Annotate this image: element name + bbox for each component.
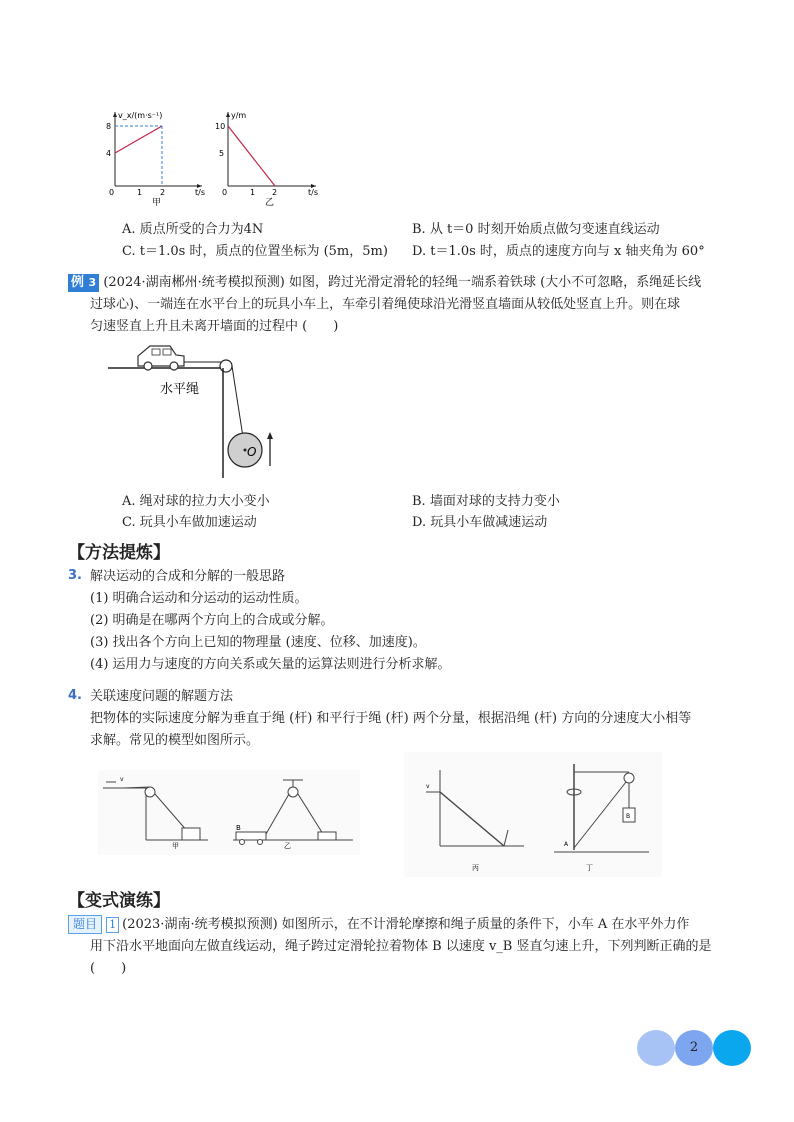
arrow-up-icon bbox=[267, 432, 273, 439]
item-4-text-2: 求解。常见的模型如图所示。 bbox=[90, 733, 260, 748]
question-text: (2023·湖南·统考模拟预测) 如图所示，在不计滑轮摩擦和绳子质量的条件下，小车 A 在水平外力作 bbox=[122, 917, 690, 932]
svg-text:5: 5 bbox=[219, 149, 225, 158]
practice-heading: 【变式演练】 bbox=[68, 891, 170, 911]
option-d[interactable]: D. t＝1.0s 时，质点的速度方向与 x 轴夹角为 60° bbox=[412, 244, 705, 259]
page-number: 2 bbox=[689, 1040, 699, 1055]
question-tag: 题目 bbox=[68, 915, 102, 934]
example-3-text-2: 过球心)、一端连在水平台上的玩具小车上，车牵引着绳使球沿光滑竖直墙面从较低处竖直上升。则在球 bbox=[90, 297, 681, 312]
svg-text:y/m: y/m bbox=[231, 111, 247, 120]
step: (2) 明确是在哪两个方向上的合成或分解。 bbox=[90, 613, 334, 628]
practice-question-1 bbox=[68, 914, 738, 980]
svg-text:B: B bbox=[626, 813, 631, 820]
method-heading: 【方法提炼】 bbox=[68, 543, 170, 563]
caption: 甲 bbox=[152, 198, 162, 208]
graph-line bbox=[115, 126, 162, 153]
svg-text:丙: 丙 bbox=[472, 864, 479, 872]
item-3-number: 3. bbox=[68, 568, 82, 583]
question-text-2: 用下沿水平地面向左做直线运动，绳子跨过定滑轮拉着物体 B 以速度 v_B 竖直匀速上升，下列判断正确的是 bbox=[90, 939, 712, 954]
svg-text:8: 8 bbox=[106, 122, 112, 131]
option-b[interactable]: B. 从 t＝0 时刻开始质点做匀变速直线运动 bbox=[412, 222, 660, 237]
svg-text:2: 2 bbox=[160, 188, 166, 197]
rope-label: 水平绳 bbox=[160, 382, 200, 397]
question-text-3: ( ) bbox=[90, 961, 127, 976]
ex3-option-d[interactable]: D. 玩具小车做减速运动 bbox=[412, 515, 548, 530]
item-4-text: 把物体的实际速度分解为垂直于绳 (杆) 和平行于绳 (杆) 两个分量，根据沿绳 (杆) 方向的分速度大小相等 bbox=[90, 711, 692, 726]
svg-text:O: O bbox=[247, 445, 257, 459]
svg-text:甲: 甲 bbox=[172, 842, 179, 850]
graph-y-t bbox=[215, 111, 318, 208]
question-number: 1 bbox=[106, 917, 119, 933]
svg-text:A: A bbox=[564, 841, 569, 848]
svg-text:1: 1 bbox=[250, 188, 256, 197]
step: (3) 找出各个方向上已知的物理量 (速度、位移、加速度)。 bbox=[90, 635, 426, 650]
velocity-position-graphs bbox=[100, 108, 340, 210]
option-c[interactable]: C. t＝1.0s 时，质点的位置坐标为 (5m，5m) bbox=[122, 244, 388, 259]
ex3-option-c[interactable]: C. 玩具小车做加速运动 bbox=[122, 515, 257, 530]
option-a[interactable]: A. 质点所受的合力为4N bbox=[122, 222, 264, 237]
svg-text:B: B bbox=[236, 824, 241, 832]
toy-car bbox=[138, 346, 184, 370]
item-3-title: 解决运动的合成和分解的一般思路 bbox=[90, 569, 286, 584]
ylabel: v_x/(m·s⁻¹) bbox=[118, 111, 163, 120]
xlabel: t/s bbox=[195, 188, 205, 197]
svg-text:丁: 丁 bbox=[586, 864, 593, 872]
item-4-number: 4. bbox=[68, 688, 82, 703]
svg-text:0: 0 bbox=[222, 188, 228, 197]
svg-text:0: 0 bbox=[109, 188, 115, 197]
svg-text:2: 2 bbox=[272, 188, 278, 197]
pulley bbox=[220, 360, 232, 372]
svg-text:10: 10 bbox=[215, 122, 226, 131]
example-3 bbox=[68, 272, 738, 338]
example-tag: 例 3 bbox=[68, 274, 99, 292]
svg-text:乙: 乙 bbox=[284, 842, 291, 850]
step: (4) 运用力与速度的方向关系或矢量的运算法则进行分析求解。 bbox=[90, 657, 451, 672]
item-4 bbox=[90, 686, 750, 752]
ex3-option-b[interactable]: B. 墙面对球的支持力变小 bbox=[412, 494, 560, 509]
step: (1) 明确合运动和分运动的运动性质。 bbox=[90, 591, 308, 606]
svg-text:1: 1 bbox=[137, 188, 143, 197]
page-number-badge bbox=[637, 1028, 757, 1068]
svg-text:乙: 乙 bbox=[265, 198, 275, 208]
graph-vx-t bbox=[106, 111, 205, 208]
car-pulley-ball-figure bbox=[108, 338, 308, 483]
svg-text:t/s: t/s bbox=[308, 188, 318, 197]
item-4-title: 关联速度问题的解题方法 bbox=[90, 689, 234, 704]
svg-text:4: 4 bbox=[106, 149, 112, 158]
example-3-text: (2024·湖南郴州·统考模拟预测) 如图，跨过光滑定滑轮的轻绳一端系着铁球 (大小不可忽略，系绳延长线 bbox=[103, 275, 702, 290]
item-3 bbox=[90, 566, 730, 676]
svg-text:v: v bbox=[426, 783, 430, 790]
models-jia-yi bbox=[98, 770, 360, 855]
models-bing-ding bbox=[404, 752, 662, 877]
example-3-text-3: 匀速竖直上升且未离开墙面的过程中 ( ) bbox=[90, 319, 339, 334]
svg-text:v: v bbox=[120, 776, 124, 783]
ex3-option-a[interactable]: A. 绳对球的拉力大小变小 bbox=[122, 494, 270, 509]
